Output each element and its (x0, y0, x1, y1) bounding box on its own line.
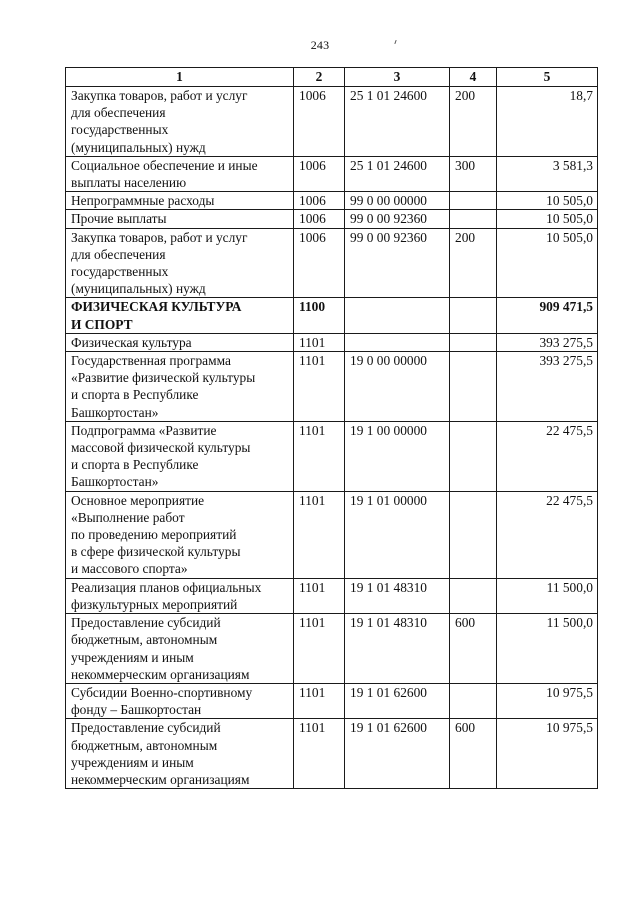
cell-target-article: 25 1 01 24600 (345, 87, 450, 157)
table-row (66, 228, 598, 298)
cell-amount: 11 500,0 (497, 578, 598, 613)
cell-amount: 22 475,5 (497, 421, 598, 491)
cell-expense-type: 200 (450, 87, 497, 157)
cell-section-code: 1101 (294, 333, 345, 351)
cell-section-code: 1101 (294, 578, 345, 613)
cell-target-article: 19 1 01 62600 (345, 719, 450, 789)
cell-section-code: 1006 (294, 156, 345, 191)
cell-name: ФИЗИЧЕСКАЯ КУЛЬТУРА И СПОРТ (66, 298, 294, 333)
header-col-5: 5 (497, 68, 598, 87)
cell-expense-type (450, 421, 497, 491)
cell-amount: 10 505,0 (497, 210, 598, 228)
cell-target-article: 25 1 01 24600 (345, 156, 450, 191)
cell-amount: 10 975,5 (497, 683, 598, 718)
cell-name: Закупка товаров, работ и услуг для обеспечения государственных (муниципальных) нужд (66, 87, 294, 157)
cell-section-code: 1101 (294, 683, 345, 718)
cell-section-code: 1101 (294, 352, 345, 422)
cell-section-code: 1006 (294, 87, 345, 157)
table-row (66, 421, 598, 491)
cell-expense-type (450, 192, 497, 210)
cell-target-article (345, 333, 450, 351)
cell-expense-type (450, 352, 497, 422)
header-col-3: 3 (345, 68, 450, 87)
cell-expense-type (450, 210, 497, 228)
cell-name: Непрограммные расходы (66, 192, 294, 210)
cell-section-code: 1006 (294, 228, 345, 298)
cell-section-code: 1006 (294, 192, 345, 210)
cell-expense-type (450, 298, 497, 333)
cell-expense-type: 600 (450, 614, 497, 684)
cell-name: Прочие выплаты (66, 210, 294, 228)
cell-name: Предоставление субсидий бюджетным, автономным учреждениям и иным некоммерческим организациям (66, 614, 294, 684)
table-row (66, 298, 598, 333)
cell-expense-type (450, 491, 497, 578)
cell-section-code: 1100 (294, 298, 345, 333)
budget-table (65, 67, 598, 789)
cell-amount: 11 500,0 (497, 614, 598, 684)
cell-expense-type (450, 683, 497, 718)
header-col-4: 4 (450, 68, 497, 87)
table-row (66, 352, 598, 422)
cell-amount: 10 505,0 (497, 228, 598, 298)
cell-target-article: 19 1 01 62600 (345, 683, 450, 718)
cell-name: Закупка товаров, работ и услуг для обеспечения государственных (муниципальных) нужд (66, 228, 294, 298)
cell-name: Государственная программа «Развитие физической культуры и спорта в Республике Башкортостан» (66, 352, 294, 422)
cell-target-article: 19 1 01 48310 (345, 578, 450, 613)
cell-target-article (345, 298, 450, 333)
cell-expense-type (450, 333, 497, 351)
cell-amount: 3 581,3 (497, 156, 598, 191)
header-col-1: 1 (66, 68, 294, 87)
cell-expense-type (450, 578, 497, 613)
cell-name: Субсидии Военно-спортивному фонду – Башкортостан (66, 683, 294, 718)
table-row (66, 614, 598, 684)
cell-expense-type: 600 (450, 719, 497, 789)
table-row (66, 210, 598, 228)
cell-expense-type: 200 (450, 228, 497, 298)
table-row (66, 87, 598, 157)
table-row (66, 719, 598, 789)
page-number: 243 (310, 38, 330, 52)
cell-section-code: 1101 (294, 491, 345, 578)
cell-target-article: 19 1 01 00000 (345, 491, 450, 578)
cell-amount: 10 975,5 (497, 719, 598, 789)
cell-target-article: 99 0 00 92360 (345, 210, 450, 228)
cell-amount: 10 505,0 (497, 192, 598, 210)
cell-target-article: 19 0 00 00000 (345, 352, 450, 422)
cell-section-code: 1101 (294, 421, 345, 491)
cell-name: Предоставление субсидий бюджетным, автономным учреждениям и иным некоммерческим организациям (66, 719, 294, 789)
cell-amount: 22 475,5 (497, 491, 598, 578)
table-row (66, 333, 598, 351)
table-body (66, 87, 598, 789)
cell-name: Физическая культура (66, 333, 294, 351)
cell-section-code: 1101 (294, 614, 345, 684)
header-row (66, 68, 598, 87)
cell-amount: 393 275,5 (497, 352, 598, 422)
cell-target-article: 99 0 00 00000 (345, 192, 450, 210)
cell-name: Подпрограмма «Развитие массовой физической культуры и спорта в Республике Башкортостан» (66, 421, 294, 491)
table-row (66, 491, 598, 578)
cell-expense-type: 300 (450, 156, 497, 191)
table-row (66, 683, 598, 718)
cell-name: Социальное обеспечение и иные выплаты населению (66, 156, 294, 191)
table-row (66, 578, 598, 613)
cell-amount: 909 471,5 (497, 298, 598, 333)
cell-amount: 393 275,5 (497, 333, 598, 351)
table-row (66, 192, 598, 210)
cell-section-code: 1101 (294, 719, 345, 789)
cell-name: Реализация планов официальных физкультурных мероприятий (66, 578, 294, 613)
cell-target-article: 99 0 00 92360 (345, 228, 450, 298)
cell-name: Основное мероприятие «Выполнение работ по проведению мероприятий в сфере физической культуры и массового спорта» (66, 491, 294, 578)
cell-target-article: 19 1 01 48310 (345, 614, 450, 684)
cell-target-article: 19 1 00 00000 (345, 421, 450, 491)
header-col-2: 2 (294, 68, 345, 87)
table-row (66, 156, 598, 191)
cell-section-code: 1006 (294, 210, 345, 228)
cell-amount: 18,7 (497, 87, 598, 157)
